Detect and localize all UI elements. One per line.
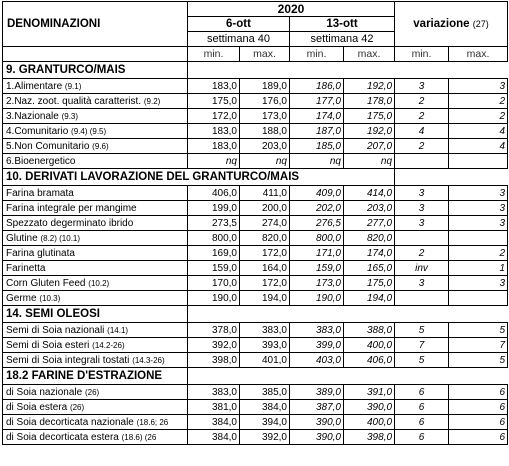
price-min-w40: nq: [188, 154, 240, 169]
price-max-w40: 392,0: [240, 430, 290, 445]
row-label: Farina integrale per mangime: [6, 202, 137, 214]
section-blank-cell: [395, 368, 449, 385]
price-max-w42: 175,0: [344, 276, 395, 291]
table-row: [3, 353, 508, 368]
price-min-w42: 403,0: [290, 353, 344, 368]
price-max-w42: 178,0: [344, 94, 395, 109]
price-min-w40: 172,0: [188, 109, 240, 124]
section-title: 14. SEMI OLEOSI: [3, 306, 188, 323]
price-min-w40: 175,0: [188, 94, 240, 109]
price-min-w42: 390,0: [290, 430, 344, 445]
table-row: [3, 79, 508, 94]
row-label: 1.Alimentare: [6, 80, 63, 92]
variazione-max: 2: [449, 109, 508, 124]
variazione-max: 3: [449, 79, 508, 94]
min-header: min.: [188, 47, 240, 62]
price-max-w40: 393,0: [240, 338, 290, 353]
minmax-blank-cell: [3, 47, 188, 62]
row-note: (14.1): [107, 325, 129, 335]
section-title: 18.2 FARINE D'ESTRAZIONE: [3, 368, 188, 385]
price-max-w40: 820,0: [240, 231, 290, 246]
price-min-w40: 183,0: [188, 139, 240, 154]
variazione-min: inv: [395, 261, 449, 276]
price-min-w40: 199,0: [188, 201, 240, 216]
price-max-w40: 189,0: [240, 79, 290, 94]
price-min-w40: 183,0: [188, 124, 240, 139]
min-header: min.: [290, 47, 344, 62]
price-max-w40: 172,0: [240, 246, 290, 261]
denominazioni-header: DENOMINAZIONI: [3, 2, 188, 47]
row-label-cell: [3, 79, 188, 94]
price-max-w40: 384,0: [240, 400, 290, 415]
price-table: [2, 1, 508, 445]
section-blank-cell: [240, 368, 290, 385]
variazione-max: [449, 154, 508, 169]
section-blank-cell: [188, 306, 240, 323]
variazione-max: [449, 231, 508, 246]
price-min-w40: 170,0: [188, 276, 240, 291]
price-min-w40: 384,0: [188, 415, 240, 430]
row-label-cell: [3, 154, 188, 169]
price-min-w42: 409,0: [290, 186, 344, 201]
variazione-min: 3: [395, 216, 449, 231]
price-max-w42: 207,0: [344, 139, 395, 154]
variazione-max: 2: [449, 94, 508, 109]
variazione-max: 3: [449, 216, 508, 231]
section-blank-cell: [188, 368, 240, 385]
price-max-w42: 165,0: [344, 261, 395, 276]
row-note: (14.2-26): [92, 340, 125, 350]
price-max-w42: 400,0: [344, 338, 395, 353]
table-row: [3, 201, 508, 216]
table-row: [3, 430, 508, 445]
price-min-w42: 171,0: [290, 246, 344, 261]
variazione-min: 3: [395, 276, 449, 291]
price-max-w42: 406,0: [344, 353, 395, 368]
price-min-w40: 406,0: [188, 186, 240, 201]
row-label-cell: [3, 109, 188, 124]
table-row: [3, 291, 508, 306]
variazione-min: 6: [395, 400, 449, 415]
price-min-w42: 202,0: [290, 201, 344, 216]
variazione-min: [395, 291, 449, 306]
section-title: 9. GRANTURCO/MAIS: [3, 62, 188, 79]
row-note: (9.6): [92, 141, 109, 151]
row-label-cell: [3, 385, 188, 400]
section-header-row: [3, 306, 508, 323]
price-max-w40: 188,0: [240, 124, 290, 139]
price-max-w40: 411,0: [240, 186, 290, 201]
table-row: [3, 186, 508, 201]
price-min-w42: 190,0: [290, 291, 344, 306]
price-min-w42: 800,0: [290, 231, 344, 246]
variazione-min: 6: [395, 385, 449, 400]
date2-header: 13-ott: [290, 17, 395, 32]
row-note: (18.6) (26: [121, 432, 157, 442]
variazione-max: 6: [449, 430, 508, 445]
section-blank-cell: [344, 306, 395, 323]
max-header: max.: [240, 47, 290, 62]
row-note: (9.2): [143, 96, 161, 106]
price-min-w40: 378,0: [188, 323, 240, 338]
price-max-w42: 192,0: [344, 79, 395, 94]
table-row: [3, 323, 508, 338]
row-label-cell: [3, 186, 188, 201]
variazione-max: 4: [449, 139, 508, 154]
row-label: Semi di Soia esteri: [6, 339, 90, 351]
price-max-w40: 176,0: [240, 94, 290, 109]
row-label: di Soia nazionale: [6, 386, 83, 398]
table-row: [3, 139, 508, 154]
row-label: 6.Bioenergetico: [6, 155, 76, 167]
variazione-max: 6: [449, 385, 508, 400]
price-max-w42: 391,0: [344, 385, 395, 400]
variazione-max: 2: [449, 246, 508, 261]
row-label-cell: [3, 338, 188, 353]
price-max-w40: 173,0: [240, 109, 290, 124]
price-min-w40: 384,0: [188, 430, 240, 445]
price-min-w42: 159,0: [290, 261, 344, 276]
row-label: Semi di Soia nazionali: [6, 324, 105, 336]
section-blank-cell: [449, 169, 508, 186]
row-label-cell: [3, 94, 188, 109]
row-label-cell: [3, 276, 188, 291]
variazione-max: 3: [449, 201, 508, 216]
row-label: Semi di Soia integrali tostati: [6, 354, 130, 366]
row-label-cell: [3, 216, 188, 231]
row-label-cell: [3, 261, 188, 276]
price-max-w42: 277,0: [344, 216, 395, 231]
section-title: 10. DERIVATI LAVORAZIONE DEL GRANTURCO/MAIS: [3, 169, 395, 186]
price-max-w40: nq: [240, 154, 290, 169]
row-note: (26): [84, 387, 100, 397]
variazione-min: 6: [395, 415, 449, 430]
row-label-cell: [3, 201, 188, 216]
row-label-cell: [3, 139, 188, 154]
price-min-w40: 398,0: [188, 353, 240, 368]
price-min-w42: 187,0: [290, 124, 344, 139]
row-label-cell: [3, 400, 188, 415]
section-header-row: [3, 368, 508, 385]
row-note: (10.3): [39, 293, 61, 303]
row-label: Farina bramata: [6, 187, 74, 199]
row-label: Farinetta: [6, 262, 46, 274]
row-label: Corn Gluten Feed: [6, 277, 86, 289]
year-header: 2020: [188, 2, 395, 17]
variazione-max: 1: [449, 261, 508, 276]
price-min-w42: 186,0: [290, 79, 344, 94]
variazione-min: [395, 154, 449, 169]
table-row: [3, 94, 508, 109]
price-min-w40: 169,0: [188, 246, 240, 261]
variazione-min: 3: [395, 201, 449, 216]
table-row: [3, 124, 508, 139]
variazione-max: 4: [449, 124, 508, 139]
price-min-w42: 276,5: [290, 216, 344, 231]
price-min-w42: 383,0: [290, 323, 344, 338]
price-max-w40: 203,0: [240, 139, 290, 154]
price-min-w42: 387,0: [290, 400, 344, 415]
price-min-w40: 273,5: [188, 216, 240, 231]
section-blank-cell: [188, 62, 240, 79]
table-row: [3, 400, 508, 415]
variazione-max: 5: [449, 353, 508, 368]
row-label: di Soia decorticata nazionale: [6, 416, 134, 428]
row-label: di Soia estera: [6, 401, 68, 413]
price-max-w40: 164,0: [240, 261, 290, 276]
variazione-min: [395, 231, 449, 246]
price-max-w40: 172,0: [240, 276, 290, 291]
table-row: [3, 246, 508, 261]
variazione-min: 2: [395, 246, 449, 261]
row-label-cell: [3, 231, 188, 246]
variazione-max: 3: [449, 186, 508, 201]
price-max-w42: 203,0: [344, 201, 395, 216]
variazione-note: (27): [472, 18, 489, 29]
table-row: [3, 261, 508, 276]
max-header: max.: [344, 47, 395, 62]
price-max-w40: 394,0: [240, 415, 290, 430]
price-max-w42: 398,0: [344, 430, 395, 445]
variazione-min: 4: [395, 124, 449, 139]
price-max-w42: 194,0: [344, 291, 395, 306]
variazione-max: 6: [449, 415, 508, 430]
price-max-w40: 200,0: [240, 201, 290, 216]
table-row: [3, 276, 508, 291]
variazione-max: [449, 291, 508, 306]
row-label: di Soia decorticata estera: [6, 431, 119, 443]
price-min-w40: 383,0: [188, 385, 240, 400]
variazione-max: 3: [449, 276, 508, 291]
price-min-w42: 389,0: [290, 385, 344, 400]
price-max-w42: 174,0: [344, 246, 395, 261]
variazione-min: 3: [395, 79, 449, 94]
row-label: 2.Naz. zoot. qualità caratterist.: [6, 95, 142, 107]
price-max-w42: 192,0: [344, 124, 395, 139]
week1-header: settimana 40: [188, 32, 290, 47]
section-blank-cell: [449, 368, 508, 385]
row-label: 5.Non Comunitario: [6, 140, 90, 152]
week2-header: settimana 42: [290, 32, 395, 47]
price-min-w42: 173,0: [290, 276, 344, 291]
row-label: Glutine: [6, 232, 38, 244]
row-label-cell: [3, 246, 188, 261]
section-blank-cell: [395, 62, 449, 79]
row-note: (18.6; 26: [136, 417, 169, 427]
price-max-w40: 385,0: [240, 385, 290, 400]
row-label: 3.Nazionale: [6, 110, 59, 122]
table-row: [3, 231, 508, 246]
section-blank-cell: [290, 368, 344, 385]
price-table-page: [0, 1, 509, 466]
price-min-w42: 185,0: [290, 139, 344, 154]
table-row: [3, 385, 508, 400]
price-min-w40: 392,0: [188, 338, 240, 353]
price-min-w40: 183,0: [188, 79, 240, 94]
variazione-max: 6: [449, 400, 508, 415]
price-max-w42: 400,0: [344, 415, 395, 430]
row-label-cell: [3, 415, 188, 430]
section-blank-cell: [395, 306, 449, 323]
variazione-min: 5: [395, 353, 449, 368]
price-max-w42: 820,0: [344, 231, 395, 246]
price-max-w40: 194,0: [240, 291, 290, 306]
min-header: min.: [395, 47, 449, 62]
section-blank-cell: [290, 62, 344, 79]
max-header: max.: [449, 47, 508, 62]
row-note: (14.3-26): [132, 355, 165, 365]
price-max-w40: 383,0: [240, 323, 290, 338]
row-note: (9.1): [64, 81, 82, 91]
row-note: (8.2) (10.1): [40, 233, 81, 243]
section-blank-cell: [395, 169, 449, 186]
row-note: (10.2): [88, 278, 110, 288]
table-row: [3, 216, 508, 231]
variazione-min: 6: [395, 430, 449, 445]
price-min-w42: nq: [290, 154, 344, 169]
price-min-w42: 174,0: [290, 109, 344, 124]
section-blank-cell: [449, 62, 508, 79]
section-header-row: [3, 62, 508, 79]
row-note: (9.4) (9.5): [71, 126, 107, 136]
variazione-min: 7: [395, 338, 449, 353]
price-max-w42: nq: [344, 154, 395, 169]
price-min-w40: 190,0: [188, 291, 240, 306]
section-blank-cell: [290, 306, 344, 323]
price-max-w40: 274,0: [240, 216, 290, 231]
row-label-cell: [3, 353, 188, 368]
price-min-w42: 177,0: [290, 94, 344, 109]
variazione-min: 5: [395, 323, 449, 338]
row-label: Farina glutinata: [6, 247, 75, 259]
variazione-label: variazione: [413, 17, 470, 30]
row-label-cell: [3, 323, 188, 338]
section-header-row: [3, 169, 508, 186]
price-max-w40: 401,0: [240, 353, 290, 368]
variazione-min: 2: [395, 139, 449, 154]
price-min-w42: 399,0: [290, 338, 344, 353]
section-blank-cell: [344, 368, 395, 385]
row-note: (9.3): [61, 111, 79, 121]
price-min-w42: 390,0: [290, 415, 344, 430]
variazione-max: 7: [449, 338, 508, 353]
price-max-w42: 390,0: [344, 400, 395, 415]
row-label-cell: [3, 430, 188, 445]
row-label: Spezzato degerminato ibrido: [6, 217, 134, 229]
table-row: [3, 415, 508, 430]
price-max-w42: 388,0: [344, 323, 395, 338]
table-row: [3, 109, 508, 124]
price-max-w42: 175,0: [344, 109, 395, 124]
price-min-w40: 800,0: [188, 231, 240, 246]
row-label-cell: [3, 291, 188, 306]
variazione-header: [395, 2, 508, 47]
section-blank-cell: [240, 306, 290, 323]
row-label: Germe: [6, 292, 37, 304]
price-min-w40: 381,0: [188, 400, 240, 415]
price-min-w40: 159,0: [188, 261, 240, 276]
table-row: [3, 154, 508, 169]
variazione-min: 2: [395, 94, 449, 109]
section-blank-cell: [449, 306, 508, 323]
variazione-max: 5: [449, 323, 508, 338]
variazione-min: 2: [395, 109, 449, 124]
table-row: [3, 338, 508, 353]
row-note: (26): [69, 402, 85, 412]
date1-header: 6-ott: [188, 17, 290, 32]
section-blank-cell: [240, 62, 290, 79]
row-label: 4.Comunitario: [6, 125, 69, 137]
section-blank-cell: [344, 62, 395, 79]
price-max-w42: 414,0: [344, 186, 395, 201]
variazione-min: 3: [395, 186, 449, 201]
row-label-cell: [3, 124, 188, 139]
